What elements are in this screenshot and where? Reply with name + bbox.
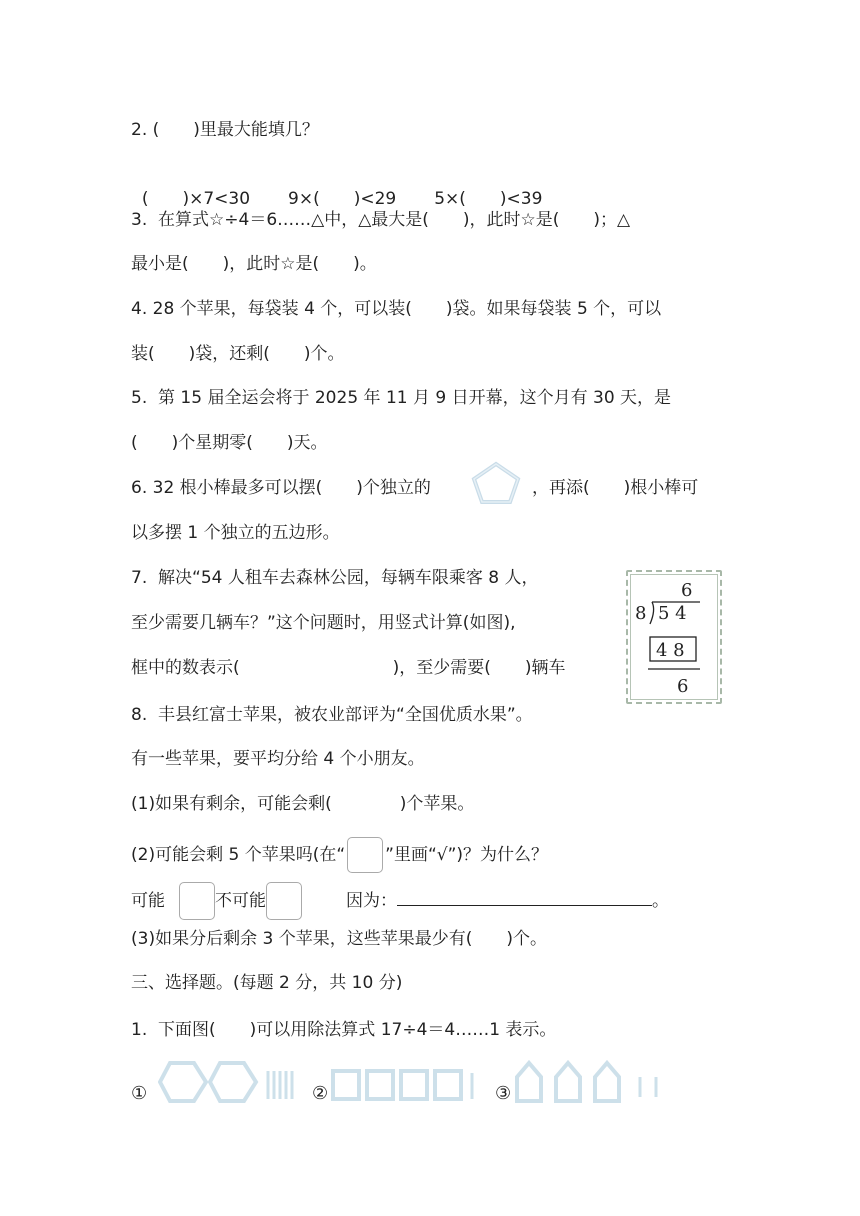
q8-part-3: (3)如果分后剩余 3 个苹果，这些苹果最少有( )个。 [131,929,547,949]
reason-period: 。 [652,891,669,911]
because-label: 因为： [346,891,397,911]
division-quotient: 6 [681,580,693,601]
option-3-label: ③ [495,1083,512,1104]
q5-line-1: 5. 第 15 届全运会将于 2025 年 11 月 9 日开幕，这个月有 30 天，是 [131,388,672,408]
q7-line-2: 至少需要几辆车？”这个问题时，用竖式计算(如图), [131,613,516,633]
q2-item-1: ( )×7<30 [141,189,251,209]
option-2-label: ② [312,1083,329,1104]
q3-line-1: 3. 在算式☆÷4＝6……△中，△最大是( )，此时☆是( )；△ [131,210,631,230]
reason-blank[interactable] [397,887,652,906]
impossible-checkbox[interactable] [266,882,302,920]
pentagon-icon [471,461,521,510]
possible-label: 可能 [131,891,165,911]
q6-line-1a: 6. 32 根小棒最多可以摆( )个独立的 [131,478,431,498]
q8-part-2 [131,837,548,873]
division-divisor: 8 [635,603,647,624]
q4-line-1: 4. 28 个苹果，每袋装 4 个，可以装( )袋。如果每袋装 5 个，可以 [131,299,662,319]
q2-item-3: 5×( )<39 [434,189,543,209]
q8-line-2: 有一些苹果，要平均分给 4 个小朋友。 [131,749,425,769]
q2-title: 2. ( )里最大能填几？ [131,120,319,140]
division-remainder: 6 [677,676,689,697]
q8-part-2-text-a: (2)可能会剩 5 个苹果吗(在“ [131,845,346,865]
q6-line-2: 以多摆 1 个独立的五边形。 [131,523,340,543]
q8-answer-row [131,882,669,920]
q8-part-2-text-b: ”里画“√”)？为什么？ [385,845,549,865]
checkbox-sample [347,837,383,873]
option-1-label: ① [131,1083,148,1104]
option-1-hexagons-figure [158,1057,298,1112]
q8-part-1: (1)如果有剩余，可能会剩( )个苹果。 [131,794,475,814]
option-2-squares-figure [330,1057,480,1112]
section-3-heading: 三、选择题。(每题 2 分，共 10 分) [131,973,403,993]
impossible-label: 不可能 [215,891,266,911]
long-division-figure [626,570,722,704]
q2-items [131,163,542,211]
q7-line-1: 7. 解决“54 人租车去森林公园，每辆车限乘客 8 人， [131,568,539,588]
q6-line-1b: ，再添( )根小棒可 [532,478,699,498]
q8-line-1: 8. 丰县红富士苹果，被农业部评为“全国优质水果”。 [131,705,533,725]
q4-line-2: 装( )袋，还剩( )个。 [131,344,345,364]
q2-item-2: 9×( )<29 [288,189,397,209]
q7-line-3: 框中的数表示( )，至少需要( )辆车 [131,658,566,678]
q5-line-2: ( )个星期零( )天。 [131,433,328,453]
possible-checkbox[interactable] [179,882,215,920]
division-product: 4 8 [656,640,685,661]
division-dividend: 5 4 [658,603,687,624]
q3-line-2: 最小是( )，此时☆是( )。 [131,254,377,274]
section-3-q1: 1. 下面图( )可以用除法算式 17÷4＝4……1 表示。 [131,1020,557,1040]
option-3-houses-figure [514,1057,664,1112]
